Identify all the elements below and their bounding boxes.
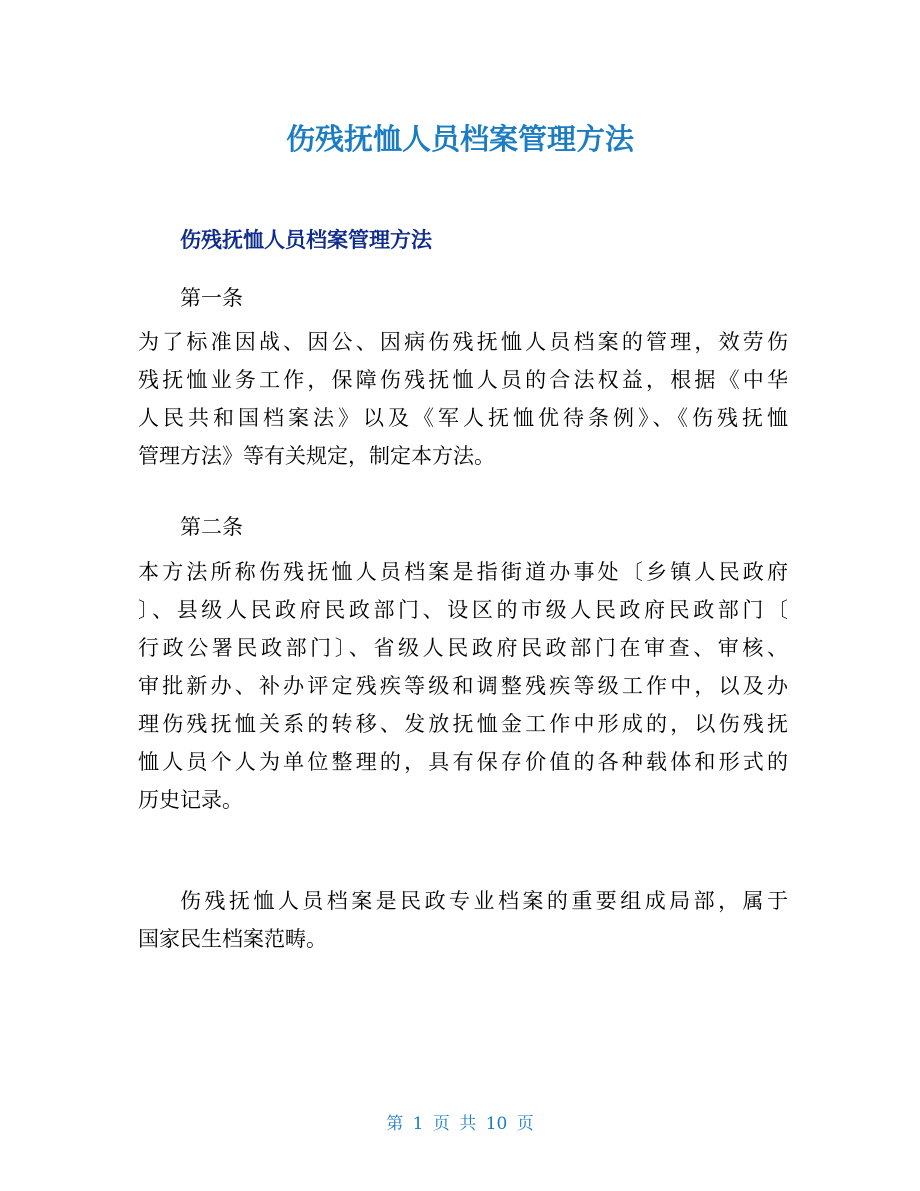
article-2-line: 理伤残抚恤关系的转移、发放抚恤金工作中形成的，以伤残抚	[138, 712, 788, 736]
paragraph-3	[138, 882, 788, 958]
article-1-heading: 第一条	[180, 286, 243, 310]
article-2-line: 本方法所称伤残抚恤人员档案是指街道办事处〔乡镇人民政府	[138, 560, 788, 584]
article-2-heading: 第二条	[180, 515, 243, 539]
article-2-line: 恤人员个人为单位整理的，具有保存价值的各种载体和形式的	[138, 750, 788, 774]
article-1-body	[138, 323, 788, 475]
paragraph-3-line: 国家民生档案范畴。	[138, 927, 327, 951]
document-title: 伤残抚恤人员档案管理方法	[285, 122, 634, 156]
article-2-line: 审批新办、补办评定残疾等级和调整残疾等级工作中，以及办	[138, 674, 788, 698]
article-2-line: 行政公署民政部门〕、省级人民政府民政部门在审查、审核、	[138, 636, 788, 660]
article-1-line: 为了标准因战、因公、因病伤残抚恤人员档案的管理，效劳伤	[138, 330, 788, 354]
page-number-footer: 第 1 页 共 10 页	[386, 1114, 534, 1134]
article-2-line: 历史记录。	[138, 788, 243, 812]
document-subtitle: 伤残抚恤人员档案管理方法	[180, 228, 432, 252]
article-1-line: 残抚恤业务工作，保障伤残抚恤人员的合法权益，根据《中华	[138, 368, 788, 392]
paragraph-3-line: 伤残抚恤人员档案是民政专业档案的重要组成局部，属于	[180, 889, 788, 913]
article-2-line: 〕、县级人民政府民政部门、设区的市级人民政府民政部门〔	[138, 598, 788, 622]
article-1-line: 人民共和国档案法》以及《军人抚恤优待条例》、《伤残抚恤	[138, 406, 788, 430]
article-1-line: 管理方法》等有关规定，制定本方法。	[138, 444, 495, 468]
article-2-body	[138, 553, 788, 819]
